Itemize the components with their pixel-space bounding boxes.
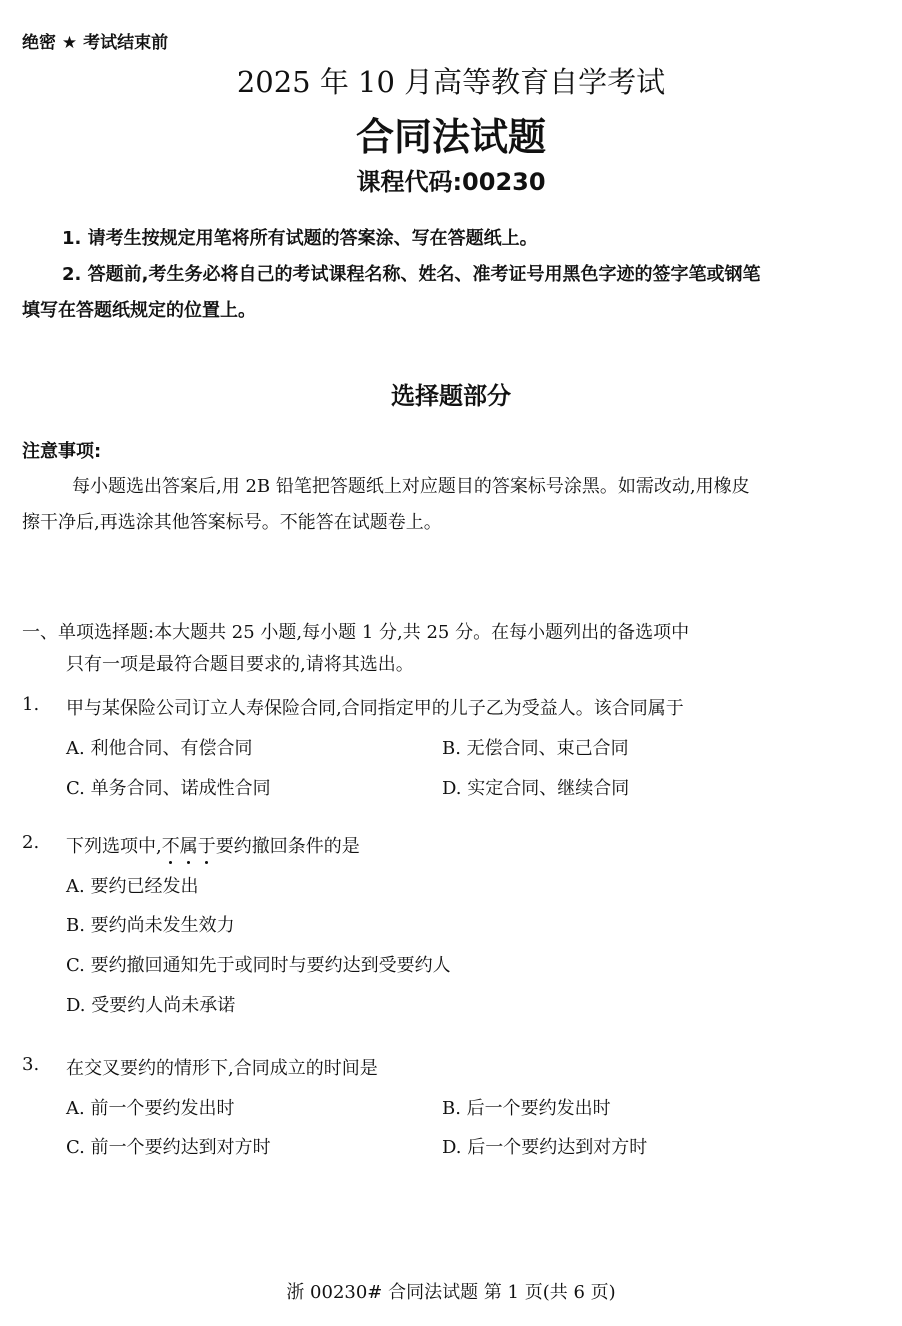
emphasis-char: 于 <box>198 832 216 858</box>
option-d: D. 实定合同、继续合同 <box>442 778 630 799</box>
option-d: D. 受要约人尚未承诺 <box>66 995 236 1016</box>
page-footer: 浙 00230# 合同法试题 第 1 页(共 6 页) <box>286 1282 616 1303</box>
course-code: 课程代码:00230 <box>356 168 546 196</box>
question-number: 1. <box>22 694 40 715</box>
option-b: B. 要约尚未发生效力 <box>66 915 235 936</box>
option-d: D. 后一个要约达到对方时 <box>442 1137 648 1158</box>
emphasis-char: 不 <box>162 832 180 858</box>
question-stem: 甲与某保险公司订立人寿保险合同,合同指定甲的儿子乙为受益人。该合同属于 <box>66 698 684 719</box>
question-stem-post: 要约撤回条件的是 <box>215 836 360 857</box>
confidential-label: 绝密 ★ 考试结束前 <box>22 33 169 53</box>
section-title: 选择题部分 <box>391 382 511 410</box>
instruction-2-line1: 2. 答题前,考生务必将自己的考试课程名称、姓名、准考证号用黑色字迹的签字笔或钢笔 <box>62 264 761 285</box>
question-stem <box>66 832 360 858</box>
question-stem: 在交叉要约的情形下,合同成立的时间是 <box>66 1058 378 1079</box>
option-a: A. 利他合同、有偿合同 <box>66 738 253 759</box>
option-b: B. 后一个要约发出时 <box>442 1098 611 1119</box>
part1-heading-line2: 只有一项是最符合题目要求的,请将其选出。 <box>66 654 414 675</box>
subject-title: 合同法试题 <box>355 115 546 159</box>
attention-text-line1: 每小题选出答案后,用 2B 铅笔把答题纸上对应题目的答案标号涂黑。如需改动,用橡皮 <box>72 476 750 497</box>
option-c: C. 前一个要约达到对方时 <box>66 1137 271 1158</box>
attention-label: 注意事项: <box>22 441 102 462</box>
option-c: C. 要约撤回通知先于或同时与要约达到受要约人 <box>66 955 451 976</box>
question-stem-pre: 下列选项中, <box>66 836 162 857</box>
instruction-1: 1. 请考生按规定用笔将所有试题的答案涂、写在答题纸上。 <box>62 228 538 249</box>
option-a: A. 前一个要约发出时 <box>66 1098 235 1119</box>
attention-text-line2: 擦干净后,再选涂其他答案标号。不能答在试题卷上。 <box>22 512 442 533</box>
option-b: B. 无偿合同、束己合同 <box>442 738 629 759</box>
part1-heading-line1: 一、单项选择题:本大题共 25 小题,每小题 1 分,共 25 分。在每小题列出的备选项中 <box>22 622 690 643</box>
exam-title: 2025 年 10 月高等教育自学考试 <box>236 65 666 99</box>
emphasis-char: 属 <box>180 832 198 858</box>
option-a: A. 要约已经发出 <box>66 876 199 897</box>
question-number: 2. <box>22 832 40 853</box>
question-number: 3. <box>22 1054 40 1075</box>
option-c: C. 单务合同、诺成性合同 <box>66 778 271 799</box>
instruction-2-line2: 填写在答题纸规定的位置上。 <box>22 300 256 321</box>
